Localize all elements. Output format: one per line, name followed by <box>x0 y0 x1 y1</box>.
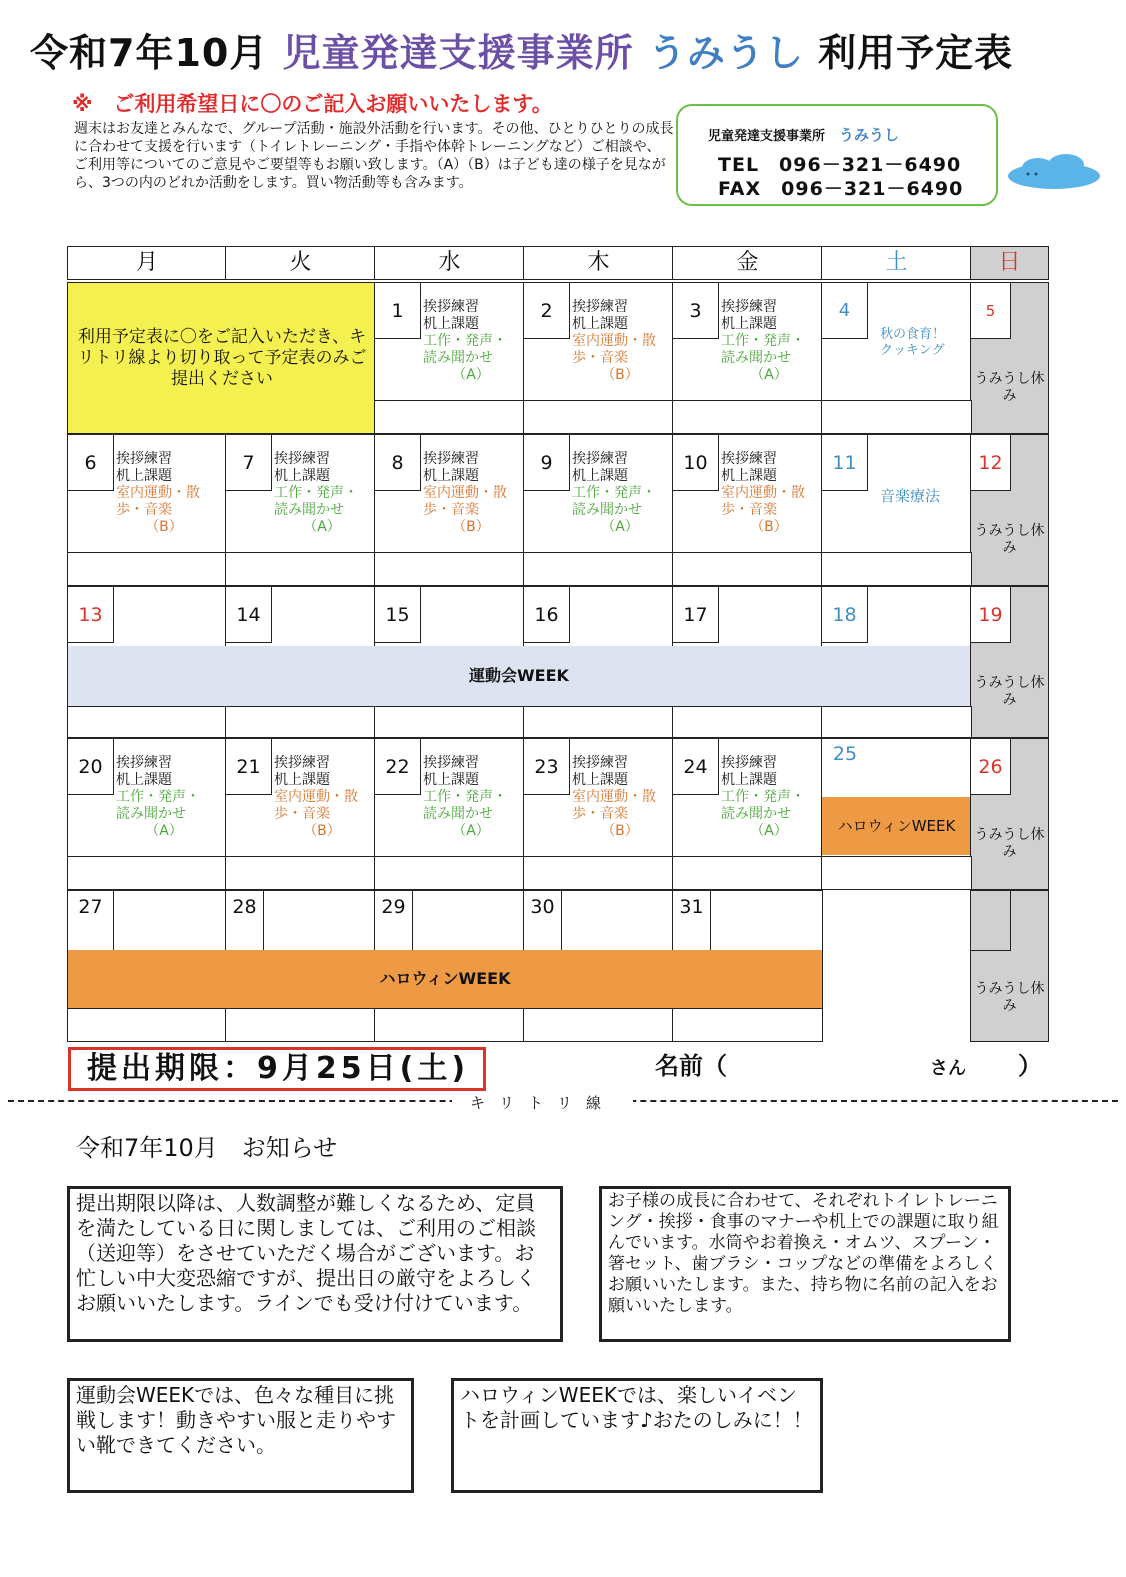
weekday-fri: 金 <box>672 246 823 280</box>
day-number: 23 <box>524 739 570 795</box>
day-number: 7 <box>226 435 272 491</box>
title-name: うみうし <box>647 31 804 75</box>
mark-strip[interactable] <box>672 400 823 434</box>
day-number: 10 <box>673 435 719 491</box>
day-number: 25 <box>822 739 868 785</box>
sunday-cell <box>970 282 1049 434</box>
mark-strip[interactable] <box>225 1008 376 1042</box>
mark-strip[interactable] <box>821 552 972 586</box>
mark-strip[interactable] <box>67 552 227 586</box>
mark-strip[interactable] <box>821 856 972 890</box>
intro-note: 利用予定表に〇をご記入いただき、キリトリ線より切り取って予定表のみご提出ください <box>77 327 367 389</box>
contact-fax: FAX 096－321－6490 <box>718 178 964 200</box>
sunday-cell <box>970 738 1049 890</box>
day-number: 30 <box>524 891 562 951</box>
sunday-cell <box>970 586 1049 738</box>
mark-strip[interactable] <box>67 856 227 890</box>
title-org: 児童発達支援事業所 <box>282 31 634 75</box>
cut-line-label: キリトリ線 <box>452 1092 633 1113</box>
closed-label: うみうし休み <box>974 371 1045 404</box>
mark-strip[interactable] <box>523 400 674 434</box>
day-number: 8 <box>375 435 421 491</box>
day-number: 3 <box>673 283 719 339</box>
sunday-cell <box>970 890 1049 1042</box>
day-number: 11 <box>822 435 868 491</box>
name-label: 名前（ <box>655 1052 727 1080</box>
closed-label: うみうし休み <box>974 827 1045 860</box>
day-cell[interactable] <box>523 434 674 554</box>
day-number: 24 <box>673 739 719 795</box>
day-number: 16 <box>524 587 570 643</box>
activity-a: 挨拶練習 机上課題 工作・発声・ 読み聞かせ （A） <box>116 755 200 839</box>
closed-label: うみうし休み <box>974 981 1045 1014</box>
mark-strip[interactable] <box>225 706 376 738</box>
day-number: 14 <box>226 587 272 643</box>
day-number: 22 <box>375 739 421 795</box>
contact-tel: TEL 096－321－6490 <box>718 154 962 176</box>
day-number: 27 <box>68 891 114 951</box>
title-prefix: 令和7年10月 <box>30 31 269 75</box>
info-title: 令和7年10月 お知らせ <box>76 1134 338 1162</box>
day-cell[interactable] <box>374 282 525 402</box>
day-number: 28 <box>226 891 264 951</box>
mark-strip[interactable] <box>374 400 525 434</box>
day-cell[interactable] <box>374 434 525 554</box>
day-number: 1 <box>375 283 421 339</box>
info-box-deadline: 提出期限以降は、人数調整が難しくなるため、定員を満たしている日に関しましては、ご利用のご相談（送迎等）をさせていただく場合がございます。お忙しい中大変恐縮ですが、提出日の厳守をよろしくお願いいたします。ラインでも受け付けています。 <box>67 1186 563 1342</box>
day-cell[interactable] <box>821 282 972 402</box>
day-number: 6 <box>68 435 114 491</box>
mark-strip[interactable] <box>225 552 376 586</box>
day-number: 19 <box>971 587 1011 643</box>
info-box-halloween-week: ハロウィンWEEKでは、楽しいイベントを計画しています♪おたのしみに！！ <box>451 1378 823 1493</box>
day-cell[interactable] <box>523 738 674 858</box>
weekday-sun: 日 <box>970 246 1049 280</box>
activity-b: 挨拶練習 机上課題 室内運動・散 歩・音楽 （B） <box>572 299 656 383</box>
activity-a: 挨拶練習 机上課題 工作・発声・ 読み聞かせ （A） <box>721 299 805 383</box>
day-number: 26 <box>971 739 1011 795</box>
day-number: 13 <box>68 587 114 643</box>
day-number: 2 <box>524 283 570 339</box>
day-cell[interactable] <box>67 738 227 858</box>
closed-label: うみうし休み <box>974 523 1045 556</box>
day-number: 20 <box>68 739 114 795</box>
day-number: 21 <box>226 739 272 795</box>
day-cell[interactable] <box>225 434 376 554</box>
day-cell[interactable] <box>374 738 525 858</box>
mark-strip[interactable] <box>821 400 972 434</box>
mark-strip[interactable] <box>523 706 674 738</box>
mark-strip[interactable] <box>672 552 823 586</box>
day-number: 17 <box>673 587 719 643</box>
weekday-thu: 木 <box>523 246 674 280</box>
mark-strip[interactable] <box>821 706 972 738</box>
activity-b: 挨拶練習 机上課題 室内運動・散 歩・音楽 （B） <box>721 451 805 535</box>
closed-label: うみうし休み <box>974 675 1045 708</box>
day-number: 9 <box>524 435 570 491</box>
day-number: 12 <box>971 435 1011 491</box>
contact-box <box>676 104 998 206</box>
activity-a: 挨拶練習 机上課題 工作・発声・ 読み聞かせ （A） <box>423 755 507 839</box>
cloud-icon <box>1004 152 1104 192</box>
activity-a: 挨拶練習 机上課題 工作・発声・ 読み聞かせ （A） <box>274 451 358 535</box>
day-cell[interactable] <box>672 282 823 402</box>
intro-note-cell <box>67 282 376 434</box>
activity-a: 挨拶練習 机上課題 工作・発声・ 読み聞かせ （A） <box>721 755 805 839</box>
mark-strip[interactable] <box>523 1008 674 1042</box>
activity-b: 挨拶練習 机上課題 室内運動・散 歩・音楽 （B） <box>423 451 507 535</box>
mark-strip[interactable] <box>672 856 823 890</box>
sat11-note: 音楽療法 <box>880 487 941 505</box>
day-number: 4 <box>822 283 868 339</box>
weekday-tue: 火 <box>225 246 376 280</box>
day-number: 31 <box>673 891 711 951</box>
day-cell[interactable] <box>672 738 823 858</box>
sports-week-banner: 運動会WEEK <box>68 646 970 706</box>
title-suffix: 利用予定表 <box>818 31 1014 75</box>
mark-strip[interactable] <box>523 856 674 890</box>
mark-strip[interactable] <box>523 552 674 586</box>
activity-a: 挨拶練習 机上課題 工作・発声・ 読み聞かせ （A） <box>572 451 656 535</box>
contact-org: 児童発達支援事業所 うみうし <box>708 126 900 144</box>
weekday-sat: 土 <box>821 246 972 280</box>
mark-strip[interactable] <box>67 1008 227 1042</box>
day-number-blank <box>971 891 1011 951</box>
name-san: さん <box>930 1058 966 1079</box>
mark-strip[interactable] <box>374 706 525 738</box>
name-paren-close: ） <box>1018 1052 1042 1080</box>
mark-strip[interactable] <box>374 552 525 586</box>
mark-strip[interactable] <box>374 856 525 890</box>
activity-b: 挨拶練習 机上課題 室内運動・散 歩・音楽 （B） <box>116 451 200 535</box>
day-number: 15 <box>375 587 421 643</box>
day-number: 5 <box>971 283 1011 339</box>
day-cell[interactable] <box>225 738 376 858</box>
sat4-note: 秋の食育！クッキング <box>880 327 946 358</box>
activity-b: 挨拶練習 机上課題 室内運動・散 歩・音楽 （B） <box>274 755 358 839</box>
day-cell[interactable] <box>523 282 674 402</box>
day-cell[interactable] <box>821 434 972 554</box>
mark-strip[interactable] <box>672 706 823 738</box>
mark-strip[interactable] <box>225 856 376 890</box>
mark-strip[interactable] <box>374 1008 525 1042</box>
deadline-box: 提出期限：9月25日(土) <box>68 1047 486 1091</box>
info-box-sports-week: 運動会WEEKでは、色々な種目に挑戦します！動きやすい服と走りやすい靴できてください。 <box>67 1378 414 1493</box>
halloween-week-banner: ハロウィンWEEK <box>68 950 822 1008</box>
notice-heading: ※ ご利用希望日に〇のご記入お願いいたします。 <box>72 92 553 116</box>
notice-body: 週末はお友達とみんなで、グループ活動・施設外活動を行います。その他、ひとりひとりの成長に合わせて支援を行います（トイレトレーニング・手指や体幹トレーニングなど）ご相談や、ご利用等についてのご意見やご要望等もお願い致します。（A）（B）は子ども達の様子を見ながら、3つの内のどれか活動をします。買い物活動等も含みます。 <box>74 121 674 191</box>
day-number: 29 <box>375 891 413 951</box>
page-title <box>30 22 1013 77</box>
activity-b: 挨拶練習 机上課題 室内運動・散 歩・音楽 （B） <box>572 755 656 839</box>
contact-name: うみうし <box>839 126 900 144</box>
mark-strip[interactable] <box>672 1008 823 1042</box>
weekday-wed: 水 <box>374 246 525 280</box>
day-cell[interactable] <box>67 434 227 554</box>
info-box-preparation: お子様の成長に合わせて、それぞれトイレトレーニング・挨拶・食事のマナーや机上での課題に取り組んでいます。水筒やお着換え・オムツ、スプーン・箸セット、歯ブラシ・コップなどの準備をよろしくお願いいたします。また、持ち物に名前の記入をお願いいたします。 <box>599 1186 1011 1342</box>
activity-a: 挨拶練習 机上課題 工作・発声・ 読み聞かせ （A） <box>423 299 507 383</box>
mark-strip[interactable] <box>67 706 227 738</box>
halloween-week-label: ハロウィンWEEK <box>822 797 971 855</box>
day-cell[interactable] <box>672 434 823 554</box>
sunday-cell <box>970 434 1049 586</box>
weekday-mon: 月 <box>67 246 227 280</box>
calendar <box>67 246 1049 1042</box>
day-number: 18 <box>822 587 868 643</box>
day-cell[interactable] <box>821 738 972 858</box>
